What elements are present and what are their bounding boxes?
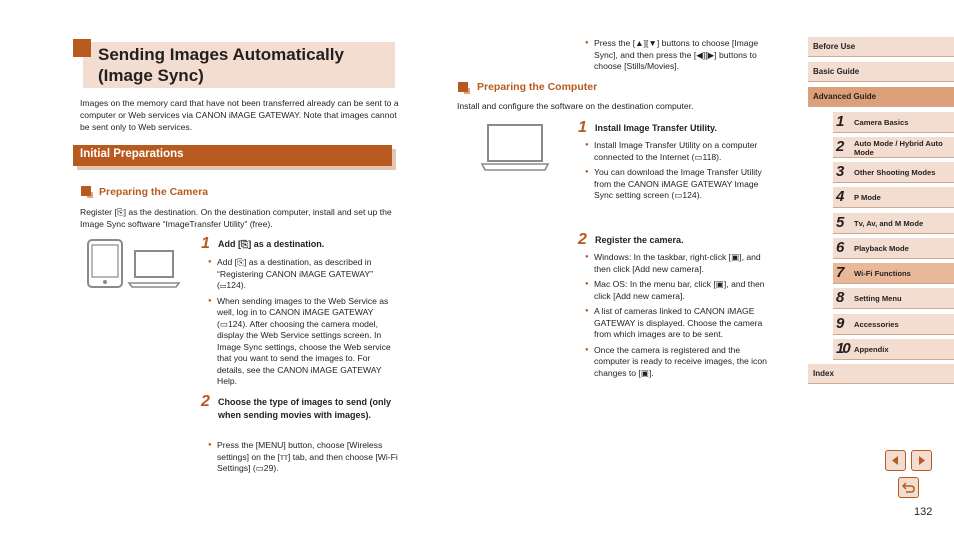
list-item: ● Press the [MENU] button, choose [Wireless settings] on the [тт] tab, and then choose [Wi-Fi Settings] (▭29). — [208, 440, 398, 475]
list-item: ● You can download the Image Transfer Utility from the CANON iMAGE GATEWAY Image Sync setting screen (▭124). — [585, 167, 775, 202]
sidebar-chapter-2[interactable] — [833, 137, 954, 158]
arrow-left-icon — [890, 455, 901, 466]
computer-step2-number: 2 — [578, 231, 587, 248]
chapter-label: P Mode — [854, 193, 881, 202]
prev-page-button[interactable] — [885, 450, 906, 471]
return-button[interactable] — [898, 477, 919, 498]
sidebar-chapter-3[interactable] — [833, 162, 954, 183]
intro-text: Images on the memory card that have not been transferred already can be sent to a computer or Web services via CANON iMAGE GATEWAY. Note that images cannot be sent only to Web services. — [80, 98, 399, 132]
list-item: ● Add [⎘] as a destination, as described in “Registering CANON iMAGE GATEWAY” (▭124). — [208, 257, 398, 292]
section-title: Initial Preparations — [80, 148, 184, 160]
chapter-number: 1 — [836, 113, 845, 130]
laptop-icon — [480, 122, 552, 172]
sidebar-chapter-7[interactable] — [833, 263, 954, 284]
chapter-label: Other Shooting Modes — [854, 168, 936, 177]
chapter-label: Camera Basics — [854, 118, 909, 127]
list-item: ● Mac OS: In the menu bar, click [▣], and then click [Add new camera]. — [585, 279, 775, 302]
chapter-number: 6 — [836, 239, 845, 256]
sidebar-before-use[interactable]: Before Use — [808, 37, 954, 57]
page-title: Sending Images Automatically (Image Sync) — [98, 45, 344, 85]
sidebar-chapter-6[interactable] — [833, 238, 954, 259]
chapter-number: 7 — [836, 264, 845, 281]
camera-step2-number: 2 — [201, 393, 210, 410]
computer-step2-bullets — [585, 252, 775, 383]
list-item: ● Once the camera is registered and the computer is ready to receive images, the icon changes to [▣]. — [585, 345, 775, 380]
computer-step2-title: Register the camera. — [595, 235, 684, 245]
sidebar-chapter-4[interactable] — [833, 187, 954, 208]
subheading-marker — [81, 186, 91, 196]
return-icon — [902, 482, 915, 494]
camera-step1-title: Add [⎘] as a destination. — [218, 239, 325, 249]
camera-heading: Preparing the Camera — [99, 186, 209, 198]
arrow-right-icon — [916, 455, 927, 466]
list-item: ● When sending images to the Web Service as well, log in to CANON iMAGE GATEWAY (▭124). After choosing the camera model, display the Web Service settings screen. In Image Sync settings, choose the Web service that you want to send the images to. For details, see the CANON iMAGE GATEWAY Help. — [208, 296, 398, 388]
continued-bullets — [585, 38, 775, 77]
next-page-button[interactable] — [911, 450, 932, 471]
chapter-number: 9 — [836, 315, 845, 332]
computer-intro: Install and configure the software on the destination computer. — [457, 101, 694, 111]
chapter-label: Auto Mode / Hybrid Auto Mode — [854, 138, 943, 157]
camera-intro: Register [⎘] as the destination. On the destination computer, install and set up the Image Sync software “ImageTransfer Utility” (free). — [80, 207, 392, 229]
sidebar-chapter-8[interactable] — [833, 288, 954, 309]
sidebar-chapter-10[interactable] — [833, 339, 954, 360]
chapter-label: Setting Menu — [854, 294, 902, 303]
chapter-number: 5 — [836, 214, 845, 231]
chapter-number: 8 — [836, 289, 845, 306]
list-item: ● Windows: In the taskbar, right-click [▣], and then click [Add new camera]. — [585, 252, 775, 275]
list-item: ● Install Image Transfer Utility on a computer connected to the Internet (▭118). — [585, 140, 775, 163]
chapter-label: Playback Mode — [854, 244, 909, 253]
sidebar-chapter-5[interactable] — [833, 213, 954, 234]
chapter-number: 4 — [836, 188, 845, 205]
chapter-label: Wi-Fi Functions — [854, 269, 911, 278]
computer-step1-bullets — [585, 140, 775, 206]
computer-step1-title: Install Image Transfer Utility. — [595, 123, 717, 133]
camera-step2-bullets — [208, 440, 398, 479]
computer-heading: Preparing the Computer — [477, 81, 598, 93]
chapter-number: 3 — [836, 163, 845, 180]
sidebar-basic-guide[interactable]: Basic Guide — [808, 62, 954, 82]
chapter-label: Appendix — [854, 345, 889, 354]
chapter-number: 10 — [836, 340, 849, 357]
sidebar-advanced-guide[interactable]: Advanced Guide — [808, 87, 954, 107]
camera-step1-number: 1 — [201, 235, 210, 252]
camera-step2-title: Choose the type of images to send (only when sending movies with images). — [218, 397, 392, 420]
computer-step1-number: 1 — [578, 119, 587, 136]
list-item: ● Press the [▲][▼] buttons to choose [Image Sync], and then press the [◀][▶] buttons to choose [Stills/Movies]. — [585, 38, 775, 73]
page-number: 132 — [914, 506, 933, 518]
subheading-marker — [458, 82, 468, 92]
sidebar-chapter-1[interactable] — [833, 112, 954, 133]
sidebar-index[interactable]: Index — [808, 364, 954, 384]
title-marker — [73, 39, 91, 57]
list-item: ● A list of cameras linked to CANON iMAGE GATEWAY is displayed. Choose the camera from which images are to be sent. — [585, 306, 775, 341]
camera-step1-bullets — [208, 257, 398, 392]
chapter-label: Tv, Av, and M Mode — [854, 219, 924, 228]
sidebar-chapter-9[interactable] — [833, 314, 954, 335]
phone-laptop-icon — [87, 239, 182, 289]
chapter-label: Accessories — [854, 320, 899, 329]
chapter-number: 2 — [836, 138, 845, 155]
